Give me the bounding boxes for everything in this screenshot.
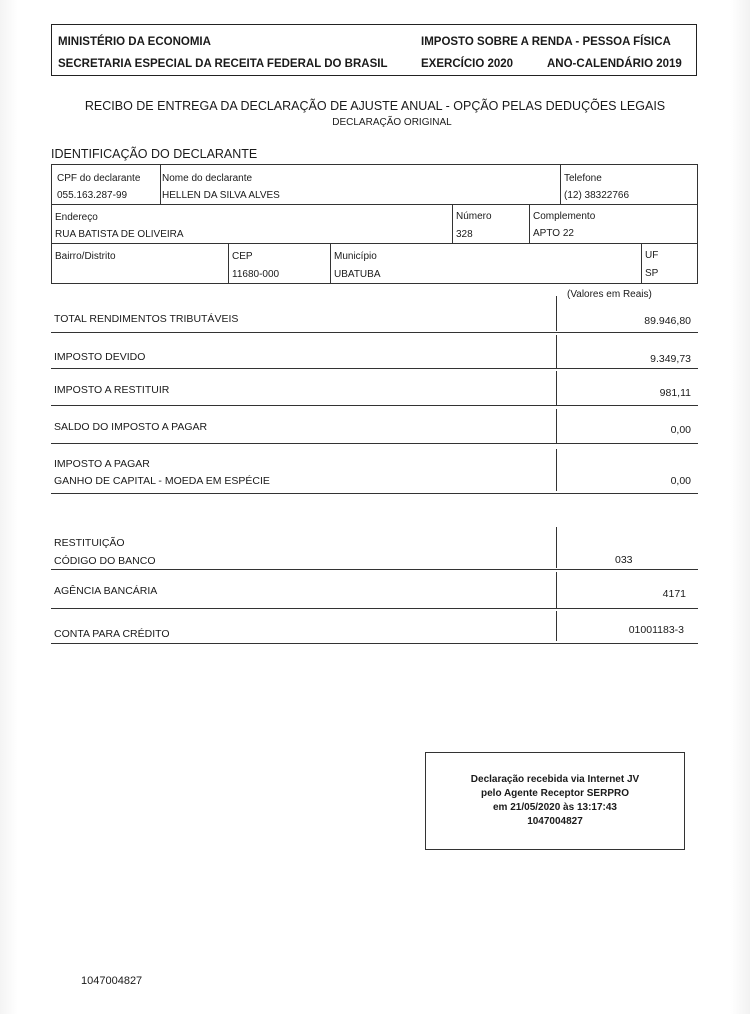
id-table-top-border — [51, 164, 698, 165]
calendar-year-label: ANO-CALENDÁRIO 2019 — [547, 58, 682, 70]
bank-code-label: CÓDIGO DO BANCO — [54, 555, 156, 567]
city-value: UBATUBA — [334, 269, 381, 280]
cep-label: CEP — [232, 251, 253, 262]
receipt-line-1: Declaração recebida via Internet JV — [470, 774, 640, 785]
summary-row-border — [51, 493, 698, 494]
id-table-divider — [330, 243, 331, 283]
bank-row-border — [51, 569, 698, 570]
receipt-stamp-box — [425, 752, 685, 850]
summary-divider — [556, 409, 557, 443]
id-table-divider — [529, 204, 530, 243]
summary-row-border — [51, 368, 698, 369]
id-table-divider — [560, 164, 561, 204]
name-value: HELLEN DA SILVA ALVES — [162, 190, 280, 201]
id-table-divider — [160, 164, 161, 204]
balance-due-value: 0,00 — [670, 424, 691, 436]
refund-title: RESTITUIÇÃO — [54, 537, 125, 549]
receipt-line-2: pelo Agente Receptor SERPRO — [481, 788, 629, 799]
agency-label: AGÊNCIA BANCÁRIA — [54, 585, 158, 597]
refund-value: 981,11 — [659, 387, 691, 399]
capital-gain-value: 0,00 — [670, 475, 691, 487]
summary-divider — [556, 449, 557, 491]
id-table-divider — [228, 243, 229, 283]
tax-due-value: 9.349,73 — [650, 353, 691, 365]
phone-label: Telefone — [564, 173, 602, 184]
total-income-value: 89.946,80 — [644, 315, 691, 327]
identification-section-title: IDENTIFICAÇÃO DO DECLARANTE — [51, 147, 258, 161]
address-label: Endereço — [55, 212, 98, 223]
footer-receipt-number: 1047004827 — [81, 975, 143, 987]
bank-divider — [556, 527, 557, 568]
tax-due-label: IMPOSTO DEVIDO — [54, 351, 146, 363]
uf-label: UF — [645, 250, 659, 261]
id-table-divider — [641, 243, 642, 283]
bank-code-value: 033 — [615, 554, 633, 566]
number-label: Número — [456, 211, 492, 222]
address-value: RUA BATISTA DE OLIVEIRA — [55, 229, 184, 240]
id-table-row2-border — [51, 243, 698, 244]
complement-label: Complemento — [533, 211, 596, 222]
phone-value: (12) 38322766 — [564, 190, 630, 201]
receipt-line-4: 1047004827 — [527, 816, 583, 827]
receipt-line-3: em 21/05/2020 às 13:17:43 — [493, 802, 617, 813]
city-label: Município — [334, 251, 377, 262]
number-value: 328 — [456, 229, 473, 240]
summary-row-border — [51, 405, 698, 406]
document-subtitle: DECLARAÇÃO ORIGINAL — [332, 117, 452, 128]
summary-row-border — [51, 443, 698, 444]
account-value: 01001183-3 — [628, 624, 684, 636]
cpf-value: 055.163.287-99 — [57, 190, 128, 201]
balance-due-label: SALDO DO IMPOSTO A PAGAR — [54, 421, 208, 433]
bank-row-border — [51, 608, 698, 609]
total-income-label: TOTAL RENDIMENTOS TRIBUTÁVEIS — [54, 313, 239, 325]
summary-divider — [556, 335, 557, 368]
bank-divider — [556, 572, 557, 608]
cep-value: 11680-000 — [232, 269, 280, 280]
district-label: Bairro/Distrito — [55, 251, 116, 262]
refund-label: IMPOSTO A RESTITUIR — [54, 384, 170, 396]
capital-gain-label-2: GANHO DE CAPITAL - MOEDA EM ESPÉCIE — [54, 475, 270, 487]
name-label: Nome do declarante — [162, 173, 253, 184]
bank-divider — [556, 611, 557, 641]
cpf-label: CPF do declarante — [57, 173, 141, 184]
complement-value: APTO 22 — [533, 228, 574, 239]
tax-type-label: IMPOSTO SOBRE A RENDA - PESSOA FÍSICA — [421, 36, 671, 48]
id-table-divider — [452, 204, 453, 243]
bank-row-border — [51, 643, 698, 644]
document-title: RECIBO DE ENTREGA DA DECLARAÇÃO DE AJUSTE ANUAL - OPÇÃO PELAS DEDUÇÕES LEGAIS — [84, 99, 666, 113]
secretariat-label: SECRETARIA ESPECIAL DA RECEITA FEDERAL DO BRASIL — [58, 58, 388, 70]
agency-value: 4171 — [662, 588, 686, 600]
id-table-bottom-border — [51, 283, 698, 284]
values-currency-note: (Valores em Reais) — [567, 289, 652, 300]
summary-divider — [556, 296, 557, 331]
exercise-label: EXERCÍCIO 2020 — [421, 58, 514, 70]
summary-divider — [556, 371, 557, 405]
summary-row-border — [51, 332, 698, 333]
ministry-label: MINISTÉRIO DA ECONOMIA — [58, 36, 211, 48]
id-table-right-border — [697, 164, 698, 283]
id-table-row1-border — [51, 204, 698, 205]
capital-gain-label-1: IMPOSTO A PAGAR — [54, 458, 150, 470]
account-label: CONTA PARA CRÉDITO — [54, 628, 170, 640]
uf-value: SP — [645, 268, 659, 279]
id-table-left-border — [51, 164, 52, 283]
